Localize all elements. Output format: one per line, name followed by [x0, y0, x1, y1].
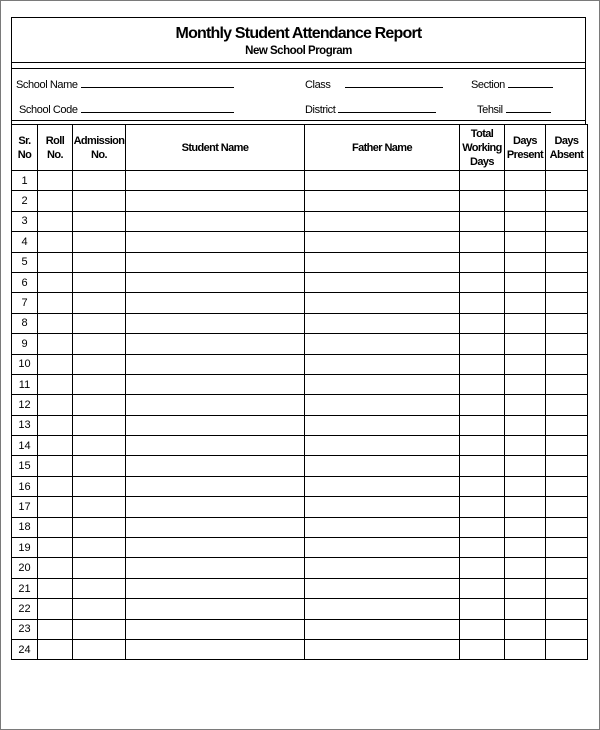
divider	[11, 62, 586, 63]
entry-cell[interactable]	[546, 293, 588, 313]
entry-cell[interactable]	[305, 619, 460, 639]
entry-cell[interactable]	[73, 415, 126, 435]
tehsil-field[interactable]	[477, 104, 551, 116]
col-days-absent: Days Absent	[546, 125, 588, 171]
col-total-working-days: Total Working Days	[460, 125, 505, 171]
entry-cell[interactable]	[546, 538, 588, 558]
entry-cell[interactable]	[126, 476, 305, 496]
sr-no-cell: 5	[12, 252, 38, 272]
entry-cell[interactable]	[460, 619, 505, 639]
entry-cell[interactable]	[38, 436, 73, 456]
entry-cell[interactable]	[38, 619, 73, 639]
entry-cell[interactable]	[38, 578, 73, 598]
entry-cell[interactable]	[460, 191, 505, 211]
entry-cell[interactable]	[126, 395, 305, 415]
entry-cell[interactable]	[505, 456, 546, 476]
entry-cell[interactable]	[460, 171, 505, 191]
entry-cell[interactable]	[505, 639, 546, 659]
entry-cell[interactable]	[460, 293, 505, 313]
class-field[interactable]	[305, 79, 443, 91]
entry-cell[interactable]	[38, 538, 73, 558]
entry-cell[interactable]	[73, 639, 126, 659]
border-left	[11, 62, 12, 124]
sr-no-cell: 8	[12, 313, 38, 333]
class-label: Class	[305, 79, 331, 91]
col-admission-no: Admission No.	[73, 125, 126, 171]
entry-cell[interactable]	[73, 232, 126, 252]
report-title: Monthly Student Attendance Report	[175, 25, 422, 42]
entry-cell[interactable]	[126, 456, 305, 476]
entry-cell[interactable]	[126, 538, 305, 558]
entry-cell[interactable]	[546, 558, 588, 578]
entry-cell[interactable]	[505, 252, 546, 272]
school-code-field[interactable]	[19, 104, 234, 116]
entry-cell[interactable]	[505, 476, 546, 496]
entry-cell[interactable]	[460, 538, 505, 558]
table-row	[12, 252, 588, 272]
table-row	[12, 395, 588, 415]
entry-cell[interactable]	[505, 374, 546, 394]
entry-cell[interactable]	[460, 395, 505, 415]
attendance-table	[11, 124, 588, 660]
report-subtitle: New School Program	[245, 45, 352, 57]
district-field[interactable]	[305, 104, 436, 116]
entry-cell[interactable]	[73, 252, 126, 272]
sr-no-cell: 9	[12, 334, 38, 354]
entry-cell[interactable]	[73, 599, 126, 619]
sr-no-cell: 7	[12, 293, 38, 313]
sr-no-cell: 21	[12, 578, 38, 598]
sr-no-cell: 14	[12, 436, 38, 456]
entry-cell[interactable]	[460, 232, 505, 252]
table-row	[12, 171, 588, 191]
entry-cell[interactable]	[505, 191, 546, 211]
entry-cell[interactable]	[126, 497, 305, 517]
entry-cell[interactable]	[305, 211, 460, 231]
entry-cell[interactable]	[38, 232, 73, 252]
entry-cell[interactable]	[126, 171, 305, 191]
entry-cell[interactable]	[305, 374, 460, 394]
school-name-field[interactable]	[16, 79, 234, 91]
table-row	[12, 456, 588, 476]
entry-cell[interactable]	[505, 436, 546, 456]
entry-cell[interactable]	[546, 211, 588, 231]
entry-cell[interactable]	[73, 211, 126, 231]
entry-cell[interactable]	[305, 293, 460, 313]
entry-cell[interactable]	[460, 374, 505, 394]
sr-no-cell: 10	[12, 354, 38, 374]
entry-cell[interactable]	[38, 272, 73, 292]
entry-cell[interactable]	[305, 354, 460, 374]
entry-cell[interactable]	[305, 599, 460, 619]
table-row	[12, 354, 588, 374]
entry-cell[interactable]	[73, 272, 126, 292]
entry-cell[interactable]	[38, 293, 73, 313]
entry-cell[interactable]	[73, 538, 126, 558]
sr-no-cell: 4	[12, 232, 38, 252]
table-header-row	[12, 125, 588, 171]
col-roll-no: Roll No.	[38, 125, 73, 171]
sr-no-cell: 3	[12, 211, 38, 231]
table-row	[12, 497, 588, 517]
entry-cell[interactable]	[73, 476, 126, 496]
sr-no-cell: 11	[12, 374, 38, 394]
table-row	[12, 619, 588, 639]
entry-cell[interactable]	[546, 191, 588, 211]
entry-cell[interactable]	[505, 354, 546, 374]
entry-cell[interactable]	[73, 354, 126, 374]
section-label: Section	[471, 79, 505, 91]
divider	[11, 68, 586, 69]
table-row	[12, 517, 588, 537]
entry-cell[interactable]	[38, 395, 73, 415]
entry-cell[interactable]	[38, 313, 73, 333]
col-father-name: Father Name	[305, 125, 460, 171]
entry-cell[interactable]	[305, 436, 460, 456]
entry-cell[interactable]	[546, 517, 588, 537]
entry-cell[interactable]	[460, 497, 505, 517]
entry-cell[interactable]	[126, 272, 305, 292]
entry-cell[interactable]	[460, 456, 505, 476]
entry-cell[interactable]	[505, 599, 546, 619]
entry-cell[interactable]	[546, 354, 588, 374]
entry-cell[interactable]	[546, 619, 588, 639]
table-row	[12, 558, 588, 578]
entry-cell[interactable]	[305, 191, 460, 211]
entry-cell[interactable]	[126, 252, 305, 272]
table-row	[12, 599, 588, 619]
entry-cell[interactable]	[460, 334, 505, 354]
table-row	[12, 313, 588, 333]
table-row	[12, 374, 588, 394]
entry-cell[interactable]	[38, 334, 73, 354]
table-row	[12, 639, 588, 659]
table-row	[12, 232, 588, 252]
entry-cell[interactable]	[460, 639, 505, 659]
entry-cell[interactable]	[546, 313, 588, 333]
entry-cell[interactable]	[73, 578, 126, 598]
sr-no-cell: 19	[12, 538, 38, 558]
entry-cell[interactable]	[126, 436, 305, 456]
entry-cell[interactable]	[38, 252, 73, 272]
sr-no-cell: 2	[12, 191, 38, 211]
border-right	[585, 62, 586, 124]
sr-no-cell: 6	[12, 272, 38, 292]
sr-no-cell: 20	[12, 558, 38, 578]
entry-cell[interactable]	[38, 374, 73, 394]
entry-cell[interactable]	[73, 171, 126, 191]
entry-cell[interactable]	[505, 293, 546, 313]
sr-no-cell: 1	[12, 171, 38, 191]
entry-cell[interactable]	[546, 272, 588, 292]
entry-cell[interactable]	[546, 578, 588, 598]
entry-cell[interactable]	[126, 211, 305, 231]
entry-cell[interactable]	[505, 334, 546, 354]
entry-cell[interactable]	[73, 619, 126, 639]
entry-cell[interactable]	[73, 395, 126, 415]
entry-cell[interactable]	[460, 599, 505, 619]
entry-cell[interactable]	[546, 334, 588, 354]
report-header	[11, 17, 586, 63]
entry-cell[interactable]	[126, 578, 305, 598]
entry-cell[interactable]	[305, 639, 460, 659]
entry-cell[interactable]	[546, 395, 588, 415]
entry-cell[interactable]	[73, 293, 126, 313]
sr-no-cell: 16	[12, 476, 38, 496]
entry-cell[interactable]	[546, 232, 588, 252]
entry-cell[interactable]	[126, 517, 305, 537]
entry-cell[interactable]	[73, 517, 126, 537]
sr-no-cell: 23	[12, 619, 38, 639]
table-row	[12, 191, 588, 211]
entry-cell[interactable]	[460, 415, 505, 435]
entry-cell[interactable]	[305, 538, 460, 558]
entry-cell[interactable]	[546, 374, 588, 394]
sr-no-cell: 24	[12, 639, 38, 659]
entry-cell[interactable]	[546, 497, 588, 517]
entry-cell[interactable]	[305, 272, 460, 292]
school-name-label: School Name	[16, 79, 78, 91]
sr-no-cell: 17	[12, 497, 38, 517]
entry-cell[interactable]	[38, 415, 73, 435]
tehsil-label: Tehsil	[477, 104, 503, 116]
entry-cell[interactable]	[38, 639, 73, 659]
entry-cell[interactable]	[460, 476, 505, 496]
entry-cell[interactable]	[305, 415, 460, 435]
entry-cell[interactable]	[38, 599, 73, 619]
table-row	[12, 415, 588, 435]
entry-cell[interactable]	[73, 558, 126, 578]
entry-cell[interactable]	[505, 232, 546, 252]
entry-cell[interactable]	[73, 313, 126, 333]
entry-cell[interactable]	[38, 558, 73, 578]
entry-cell[interactable]	[38, 476, 73, 496]
entry-cell[interactable]	[505, 313, 546, 333]
col-days-present: Days Present	[505, 125, 546, 171]
entry-cell[interactable]	[126, 354, 305, 374]
entry-cell[interactable]	[38, 191, 73, 211]
col-student-name: Student Name	[126, 125, 305, 171]
sr-no-cell: 13	[12, 415, 38, 435]
table-row	[12, 578, 588, 598]
entry-cell[interactable]	[460, 272, 505, 292]
entry-cell[interactable]	[505, 395, 546, 415]
entry-cell[interactable]	[546, 476, 588, 496]
entry-cell[interactable]	[73, 436, 126, 456]
entry-cell[interactable]	[126, 558, 305, 578]
entry-cell[interactable]	[505, 578, 546, 598]
entry-cell[interactable]	[73, 456, 126, 476]
entry-cell[interactable]	[505, 558, 546, 578]
sr-no-cell: 12	[12, 395, 38, 415]
sr-no-cell: 22	[12, 599, 38, 619]
section-field[interactable]	[471, 79, 553, 91]
entry-cell[interactable]	[505, 211, 546, 231]
entry-cell[interactable]	[546, 171, 588, 191]
entry-cell[interactable]	[505, 517, 546, 537]
entry-cell[interactable]	[305, 497, 460, 517]
entry-cell[interactable]	[126, 599, 305, 619]
entry-cell[interactable]	[546, 415, 588, 435]
entry-cell[interactable]	[38, 354, 73, 374]
entry-cell[interactable]	[305, 232, 460, 252]
entry-cell[interactable]	[305, 476, 460, 496]
divider	[11, 120, 586, 121]
entry-cell[interactable]	[505, 171, 546, 191]
entry-cell[interactable]	[126, 232, 305, 252]
entry-cell[interactable]	[126, 191, 305, 211]
entry-cell[interactable]	[126, 293, 305, 313]
entry-cell[interactable]	[126, 334, 305, 354]
table-row	[12, 476, 588, 496]
table-row	[12, 436, 588, 456]
entry-cell[interactable]	[460, 313, 505, 333]
entry-cell[interactable]	[305, 558, 460, 578]
entry-cell[interactable]	[126, 415, 305, 435]
entry-cell[interactable]	[460, 578, 505, 598]
entry-cell[interactable]	[505, 497, 546, 517]
entry-cell[interactable]	[505, 538, 546, 558]
entry-cell[interactable]	[73, 191, 126, 211]
entry-cell[interactable]	[38, 211, 73, 231]
entry-cell[interactable]	[546, 252, 588, 272]
entry-cell[interactable]	[305, 171, 460, 191]
school-code-label: School Code	[19, 104, 78, 116]
entry-cell[interactable]	[505, 272, 546, 292]
entry-cell[interactable]	[126, 619, 305, 639]
entry-cell[interactable]	[460, 211, 505, 231]
sr-no-cell: 18	[12, 517, 38, 537]
entry-cell[interactable]	[460, 436, 505, 456]
table-row	[12, 334, 588, 354]
entry-cell[interactable]	[460, 517, 505, 537]
sr-no-cell: 15	[12, 456, 38, 476]
entry-cell[interactable]	[305, 334, 460, 354]
entry-cell[interactable]	[126, 639, 305, 659]
entry-cell[interactable]	[305, 395, 460, 415]
entry-cell[interactable]	[305, 456, 460, 476]
entry-cell[interactable]	[126, 374, 305, 394]
entry-cell[interactable]	[73, 497, 126, 517]
entry-cell[interactable]	[305, 578, 460, 598]
entry-cell[interactable]	[505, 415, 546, 435]
entry-cell[interactable]	[505, 619, 546, 639]
entry-cell[interactable]	[460, 252, 505, 272]
col-sr-no: Sr. No	[12, 125, 38, 171]
entry-cell[interactable]	[305, 313, 460, 333]
entry-cell[interactable]	[546, 599, 588, 619]
entry-cell[interactable]	[38, 171, 73, 191]
entry-cell[interactable]	[546, 639, 588, 659]
entry-cell[interactable]	[38, 497, 73, 517]
entry-cell[interactable]	[305, 252, 460, 272]
table-row	[12, 538, 588, 558]
entry-cell[interactable]	[126, 313, 305, 333]
entry-cell[interactable]	[73, 374, 126, 394]
entry-cell[interactable]	[73, 334, 126, 354]
entry-cell[interactable]	[38, 517, 73, 537]
district-label: District	[305, 104, 336, 116]
entry-cell[interactable]	[546, 436, 588, 456]
entry-cell[interactable]	[38, 456, 73, 476]
entry-cell[interactable]	[460, 354, 505, 374]
entry-cell[interactable]	[546, 456, 588, 476]
table-row	[12, 272, 588, 292]
entry-cell[interactable]	[460, 558, 505, 578]
table-row	[12, 211, 588, 231]
entry-cell[interactable]	[305, 517, 460, 537]
table-row	[12, 293, 588, 313]
